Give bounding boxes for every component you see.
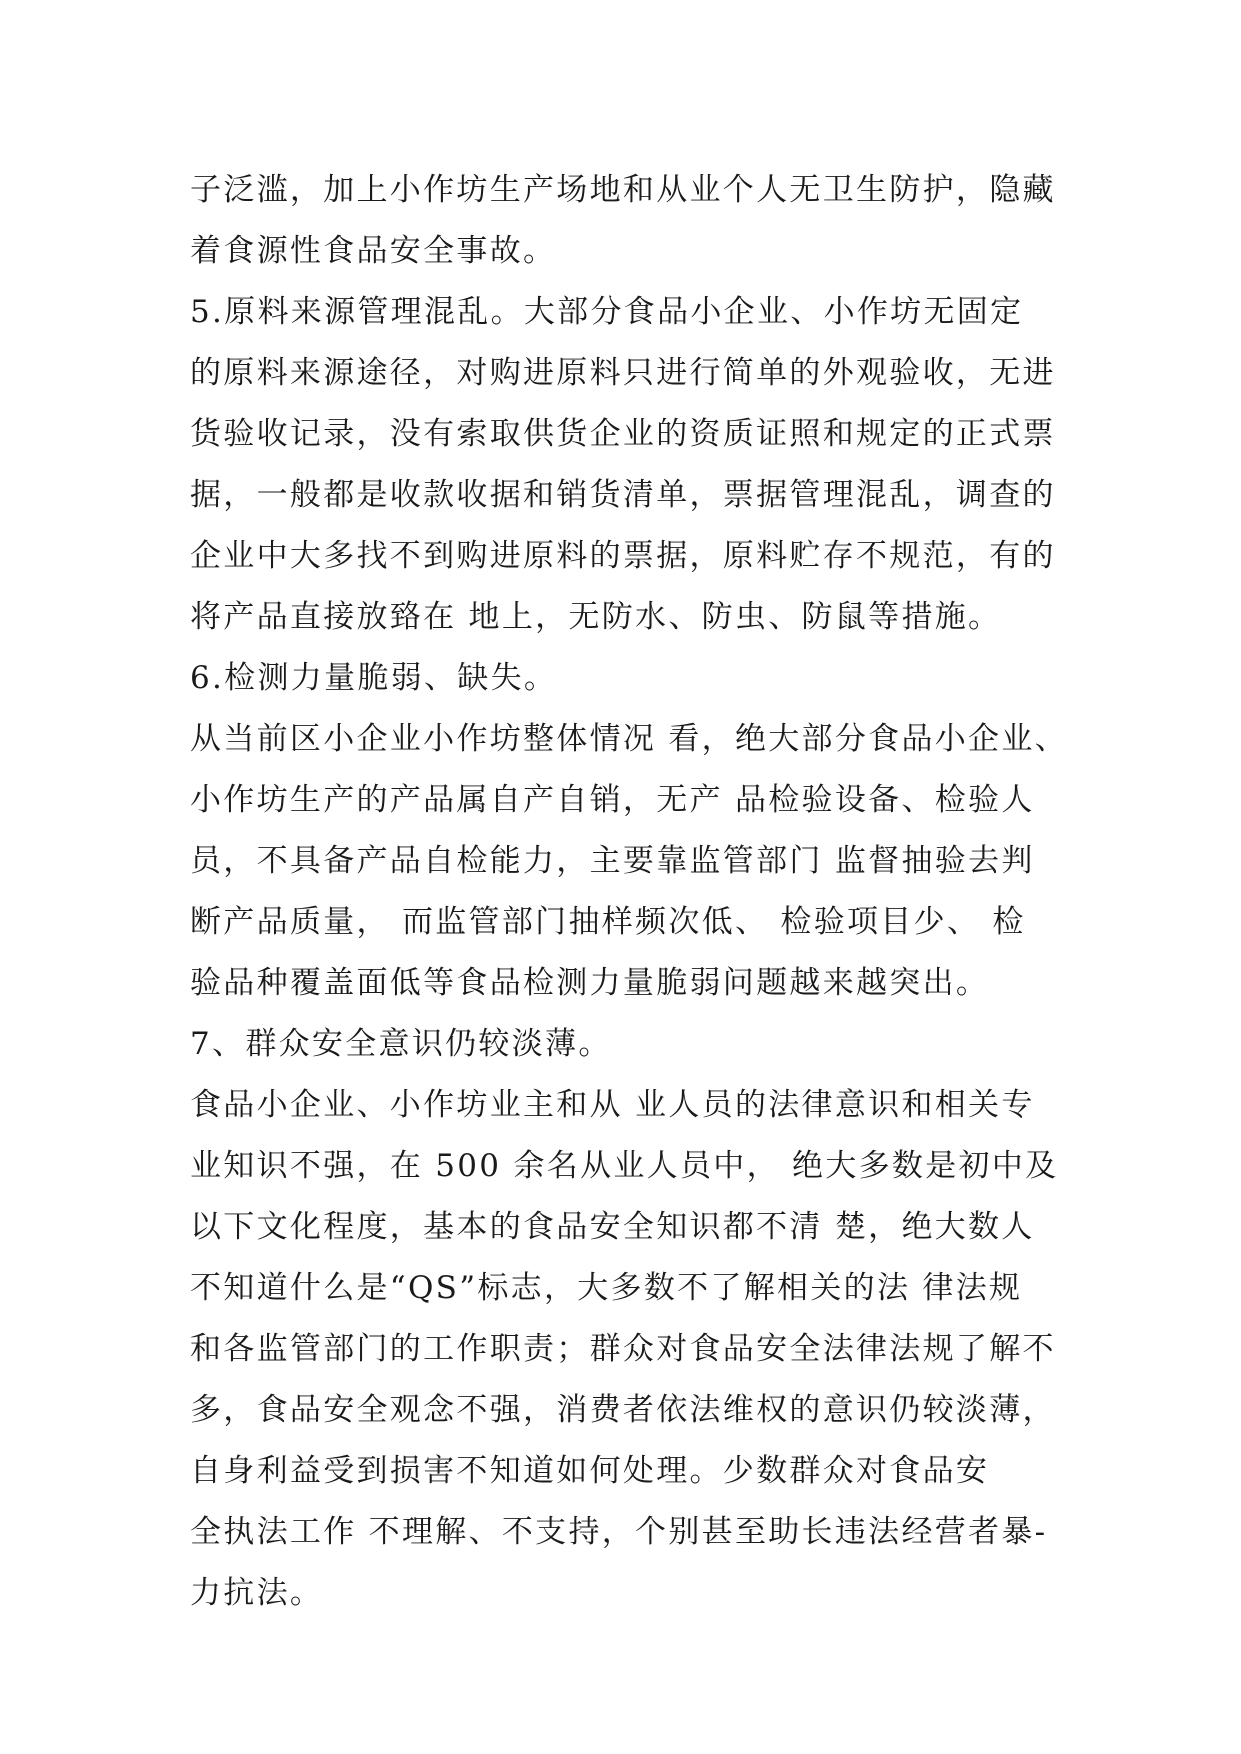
text-line: 以下文化程度，基本的食品安全知识都不清 楚，绝大数人	[190, 1209, 1035, 1245]
text-line: 验品种覆盖面低等食品检测力量脆弱问题越来越突出。	[190, 965, 990, 1001]
text-line: 和各监管部门的工作职责；群众对食品安全法律法规了解不	[190, 1331, 1056, 1367]
section-heading: 6.检测力量脆弱、缺失。	[190, 660, 558, 696]
text-line: 业知识不强，在 500 余名从业人员中， 绝大多数是初中及	[190, 1148, 1059, 1184]
text-line: 子泛滥，加上小作坊生产场地和从业个人无卫生防护，隐藏	[190, 172, 1056, 208]
text-line: 从当前区小企业小作坊整体情况 看，绝大部分食品小企业、	[190, 721, 1068, 757]
text-line: 企业中大多找不到购进原料的票据，原料贮存不规范，有的	[190, 538, 1056, 574]
text-line: 不知道什么是“QS”标志，大多数不了解相关的法 律法规	[190, 1270, 1023, 1306]
text-line: 全执法工作 不理解、不支持，个别甚至助长违法经营者暴-	[190, 1514, 1048, 1550]
text-line: 员，不具备产品自检能力，主要靠监管部门 监督抽验去判	[190, 843, 1035, 879]
text-line: 断产品质量， 而监管部门抽样频次低、 检验项目少、 检	[190, 904, 1026, 940]
section-heading: 7、群众安全意识仍较淡薄。	[190, 1026, 612, 1062]
document-body	[190, 160, 1090, 1624]
text-line: 食品小企业、小作坊业主和从 业人员的法律意识和相关专	[190, 1087, 1035, 1123]
text-line: 货验收记录，没有索取供货企业的资质证照和规定的正式票	[190, 416, 1056, 452]
text-line: 的原料来源途径，对购进原料只进行简单的外观验收，无进	[190, 355, 1056, 391]
text-line: 自身利益受到损害不知道如何处理。少数群众对食品安	[190, 1453, 990, 1489]
text-line: 据，一般都是收款收据和销货清单，票据管理混乱，调查的	[190, 477, 1056, 513]
text-line: 多，食品安全观念不强，消费者依法维权的意识仍较淡薄，	[190, 1392, 1056, 1428]
text-line: 力抗法。	[190, 1575, 324, 1611]
text-line: 5.原料来源管理混乱。大部分食品小企业、小作坊无固定	[190, 294, 1024, 330]
text-line: 小作坊生产的产品属自产自销，无产 品检验设备、检验人	[190, 782, 1035, 818]
text-line: 着食源性食品安全事故。	[190, 233, 557, 269]
text-line: 将产品直接放臵在 地上，无防水、防虫、防鼠等措施。	[190, 599, 1002, 635]
